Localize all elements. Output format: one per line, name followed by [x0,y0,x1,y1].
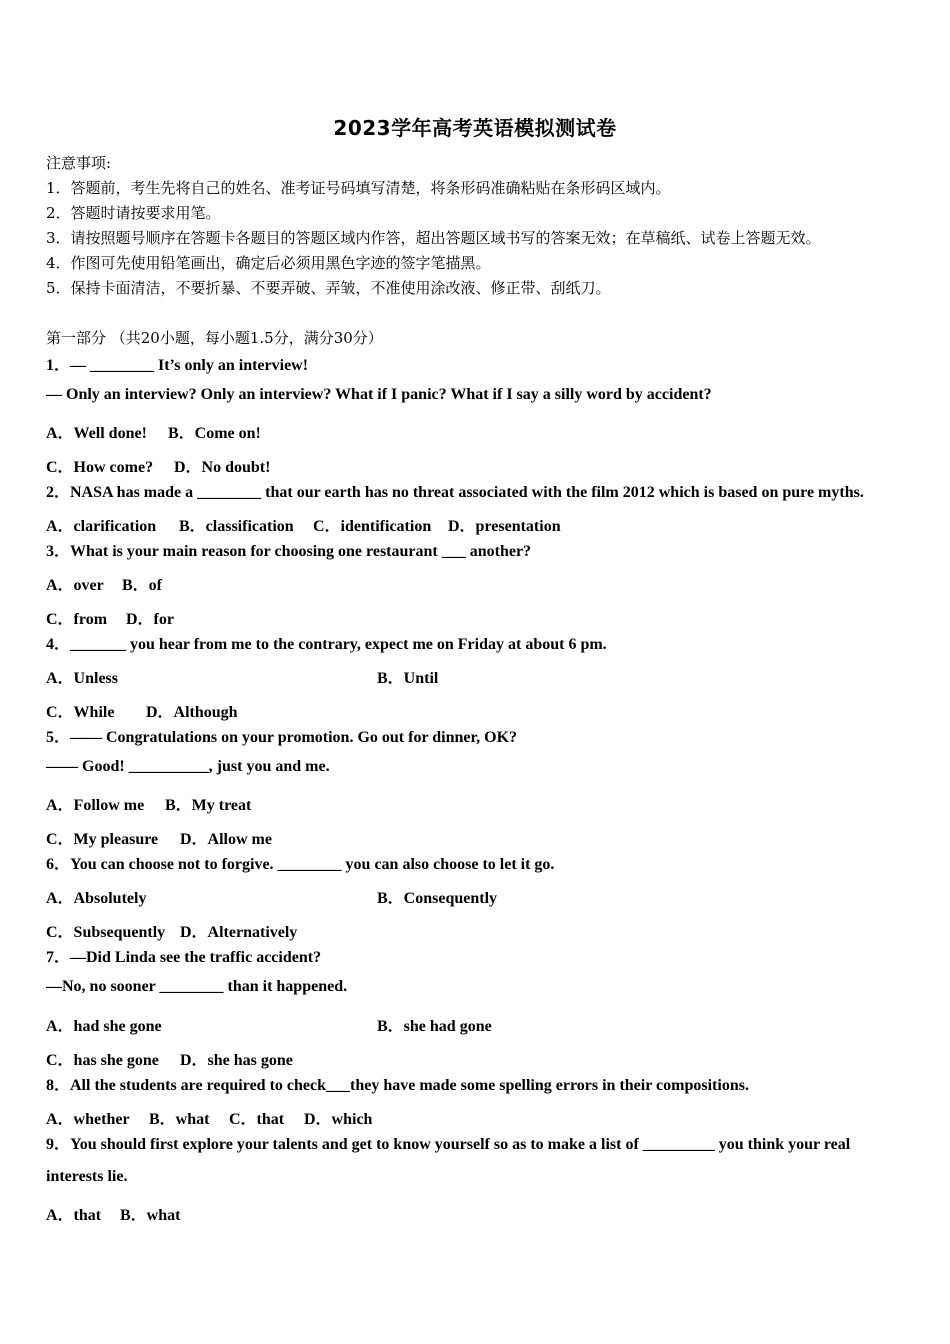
question-6-option-d: D．Alternatively [180,924,298,941]
notice-item: 5．保持卡面清洁，不要折暴、不要弄破、弄皱，不准使用涂改液、修正带、刮纸刀。 [46,279,611,297]
page-title: 2023学年高考英语模拟测试卷 [333,116,617,140]
question-4-stem: 4．_______ you hear from me to the contrary, expect me on Friday at about 6 pm. [46,636,607,653]
section-heading: 第一部分 （共20小题，每小题1.5分，满分30分） [46,329,383,347]
question-7-option-a: A．had she gone [46,1018,162,1035]
notice-item: 1．答题前，考生先将自己的姓名、准考证号码填写清楚，将条形码准确粘贴在条形码区域内。 [46,179,671,197]
question-5-stem-continued: —— Good! __________, just you and me. [46,758,330,775]
question-2-option-b: B．classification [179,518,294,535]
question-9-stem-continued: interests lie. [46,1168,128,1185]
question-7-stem: 7．—Did Linda see the traffic accident? [46,949,322,966]
question-1-option-c: C．How come? [46,459,154,476]
question-7-option-d: D．she has gone [180,1052,293,1069]
question-5-option-d: D．Allow me [180,831,272,848]
question-1-option-b: B．Come on! [168,425,261,442]
question-4-option-d: D．Although [146,704,238,721]
question-3-option-a: A．over [46,577,104,594]
question-3-option-d: D．for [126,611,174,628]
question-1-option-d: D．No doubt! [174,459,271,476]
question-8-option-b: B．what [149,1111,210,1128]
question-5-option-a: A．Follow me [46,797,145,814]
question-2-stem: 2．NASA has made a ________ that our earth has no threat associated with the film 2012 which is based on pure myths. [46,484,864,501]
question-7-option-c: C．has she gone [46,1052,159,1069]
question-2-option-c: C．identification [313,518,432,535]
question-4-option-b: B．Until [377,670,439,687]
question-8-option-a: A．whether [46,1111,130,1128]
notice-item: 2．答题时请按要求用笔。 [46,204,221,222]
notice-item: 3．请按照题号顺序在答题卡各题目的答题区域内作答，超出答题区域书写的答案无效；在草稿纸、试卷上答题无效。 [46,229,821,247]
question-4-option-c: C．While [46,704,115,721]
question-5-option-b: B．My treat [165,797,252,814]
question-6-option-c: C．Subsequently [46,924,166,941]
question-4-option-a: A．Unless [46,670,119,687]
question-6-option-a: A．Absolutely [46,890,147,907]
question-5-stem: 5．—— Congratulations on your promotion. Go out for dinner, OK? [46,729,518,746]
question-8-stem: 8．All the students are required to check___they have made some spelling errors in their compositions. [46,1077,749,1094]
question-1-stem-continued: — Only an interview? Only an interview? What if I panic? What if I say a silly word by accident? [46,386,712,403]
question-1-stem: 1．— ________ It’s only an interview! [46,357,309,374]
question-6-option-b: B．Consequently [377,890,498,907]
question-2-option-a: A．clarification [46,518,157,535]
question-6-stem: 6．You can choose not to forgive. ________ you can also choose to let it go. [46,856,555,873]
question-1-option-a: A．Well done! [46,425,147,442]
question-3-option-c: C．from [46,611,108,628]
question-9-option-a: A．that [46,1207,102,1224]
notice-item: 4．作图可先使用铅笔画出，确定后必须用黑色字迹的签字笔描黑。 [46,254,491,272]
question-3-stem: 3．What is your main reason for choosing one restaurant ___ another? [46,543,532,560]
question-5-option-c: C．My pleasure [46,831,159,848]
question-8-option-d: D．which [304,1111,373,1128]
question-9-stem: 9．You should first explore your talents and get to know yourself so as to make a list of _________ you think your real [46,1136,851,1153]
question-7-stem-continued: —No, no sooner ________ than it happened. [46,978,348,995]
notice-heading: 注意事项: [46,154,112,172]
question-8-option-c: C．that [229,1111,285,1128]
question-3-option-b: B．of [122,577,163,594]
question-7-option-b: B．she had gone [377,1018,492,1035]
question-9-option-b: B．what [120,1207,181,1224]
question-2-option-d: D．presentation [448,518,561,535]
